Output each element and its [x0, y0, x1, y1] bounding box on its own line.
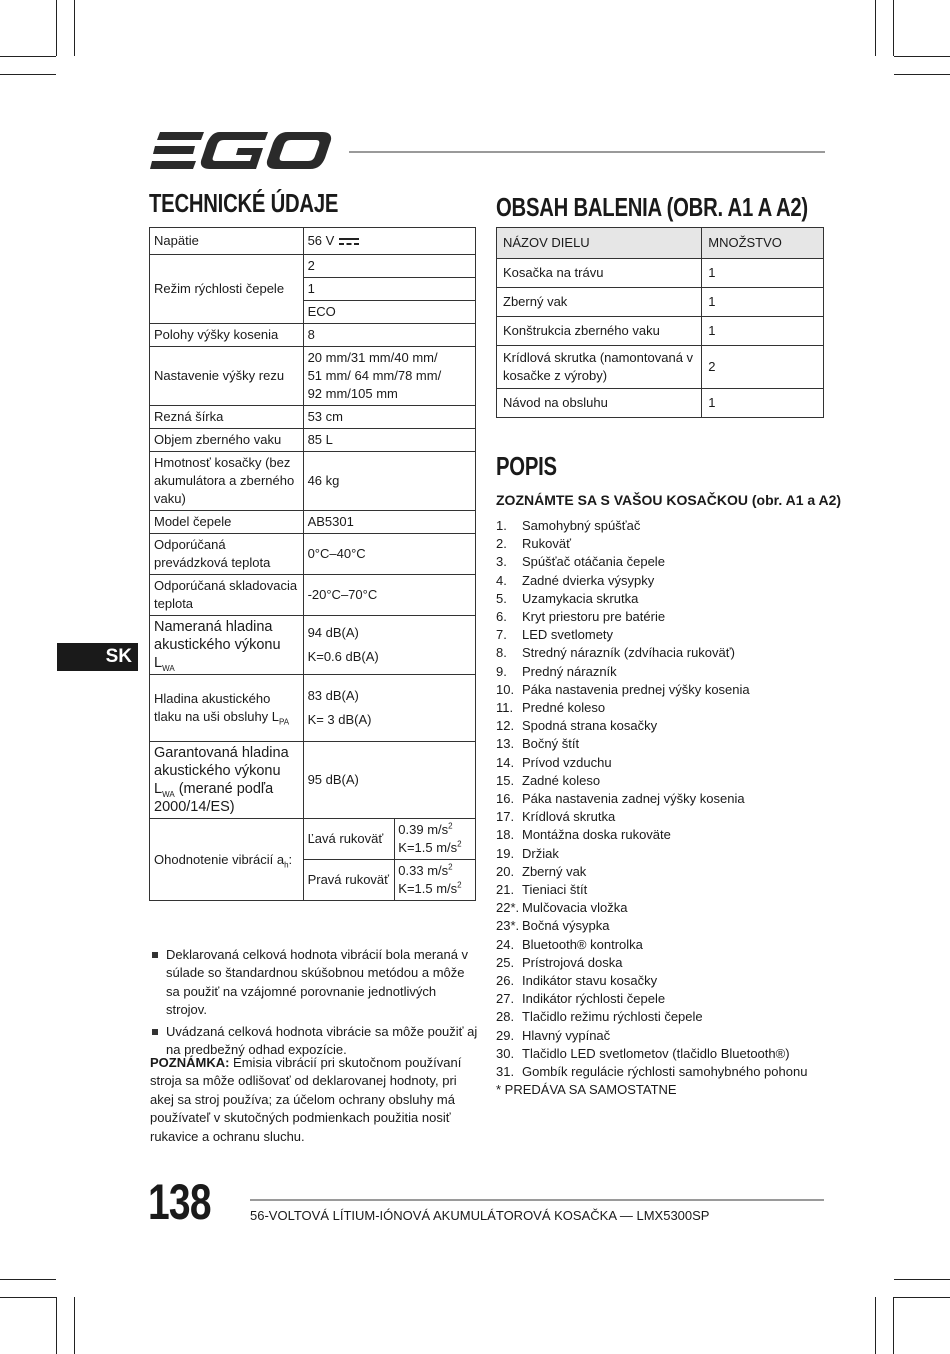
part-number: 29.: [496, 1027, 515, 1043]
part-number: 31.: [496, 1064, 515, 1080]
description-title: POPIS: [496, 451, 557, 481]
part-label: Páka nastavenia prednej výšky kosenia: [522, 681, 750, 697]
part-number: 10.: [496, 681, 515, 697]
spec-value: Pravá rukoväť: [303, 860, 395, 901]
part-label: Predné koleso: [522, 700, 606, 716]
list-item: [496, 990, 807, 1008]
spec-value: 8: [303, 324, 475, 347]
part-number: 28.: [496, 1009, 515, 1025]
part-number: 18.: [496, 827, 515, 843]
part-label: Krídlová skrutka: [522, 809, 616, 825]
part-label: Spodná strana kosačky: [522, 718, 658, 734]
table-row: [150, 819, 476, 860]
spec-value: AB5301: [303, 511, 475, 534]
table-row: [150, 452, 476, 511]
table-row: [150, 616, 476, 675]
note-text: Emisia vibrácií pri skutočnom používaní stroja sa môže odlišovať od deklarovanej hodnoty, pri akej sa stroj používa; za účelom ochrany obsluhy má používateľ v skutočných podmienkach použitia nosiť rukavice a ochranu sluchu.: [150, 1055, 462, 1144]
crop-mark: [875, 1297, 876, 1354]
part-label: Zadné dvierka výsypky: [522, 572, 655, 588]
spec-value: 85 L: [303, 429, 475, 452]
list-item: [496, 553, 807, 571]
list-item: [496, 699, 807, 717]
list-item: [496, 1063, 807, 1081]
list-item: [496, 535, 807, 553]
spec-value-line: K=0.6 dB(A): [307, 649, 379, 664]
spec-value: 2: [303, 255, 475, 278]
table-cell: Krídlová skrutka (namontovaná v kosačke z výroby): [497, 346, 702, 389]
part-label: Bočná výsypka: [522, 918, 610, 934]
part-label: Kryt priestoru pre batérie: [522, 609, 666, 625]
table-row: [497, 259, 824, 288]
part-number: 20.: [496, 863, 515, 879]
part-label: Zberný vak: [522, 863, 587, 879]
crop-mark: [0, 1297, 56, 1298]
part-number: 9.: [496, 663, 507, 679]
spec-label: Odporúčaná skladovacia teplota: [150, 575, 304, 616]
part-number: 2.: [496, 536, 507, 552]
part-number: 17.: [496, 809, 515, 825]
table-cell: 1: [702, 288, 824, 317]
table-row: [150, 575, 476, 616]
part-number: 8.: [496, 645, 507, 661]
list-item: [496, 663, 807, 681]
crop-mark: [894, 56, 950, 57]
spec-label: Napätie: [150, 228, 304, 255]
table-row: [150, 406, 476, 429]
part-label: Tlačidlo režimu rýchlosti čepele: [522, 1009, 703, 1025]
part-number: 13.: [496, 736, 515, 752]
crop-mark: [893, 0, 894, 56]
crop-mark: [56, 0, 57, 56]
spec-value: Ľavá rukoväť: [303, 819, 395, 860]
list-item: [496, 808, 807, 826]
table-row: [150, 347, 476, 406]
part-number: 3.: [496, 554, 507, 570]
spec-value: [303, 675, 475, 742]
part-label: Tlačidlo LED svetlometov (tlačidlo Bluetooth®): [522, 1045, 790, 1061]
list-item: [496, 845, 807, 863]
part-label: Indikátor stavu kosačky: [522, 973, 658, 989]
spec-value: [303, 347, 475, 406]
table-row: [150, 511, 476, 534]
list-item: [496, 735, 807, 753]
table-row: [150, 429, 476, 452]
list-item: [496, 626, 807, 644]
bullet-square-icon: [152, 1029, 158, 1035]
table-row: [497, 346, 824, 389]
column-header: MNOŽSTVO: [702, 228, 824, 259]
spec-value-line: 92 mm/105 mm: [307, 386, 398, 401]
table-row: [497, 288, 824, 317]
list-item: [496, 644, 807, 662]
table-cell: Kosačka na trávu: [497, 259, 702, 288]
list-item: [496, 754, 807, 772]
table-row: [497, 317, 824, 346]
part-label: Hlavný vypínač: [522, 1027, 611, 1043]
technical-data-title: TECHNICKÉ ÚDAJE: [149, 188, 339, 218]
crop-mark: [875, 0, 876, 56]
header-rule: [349, 151, 825, 153]
table-cell: 1: [702, 317, 824, 346]
part-label: Montážna doska rukoväte: [522, 827, 671, 843]
table-row: [497, 389, 824, 418]
footnote: * PREDÁVA SA SAMOSTATNE: [496, 1082, 677, 1098]
spec-value: 46 kg: [303, 452, 475, 511]
language-tab: SK: [57, 643, 138, 671]
part-label: Bočný štít: [522, 736, 580, 752]
part-label: Stredný nárazník (zdvíhacia rukoväť): [522, 645, 735, 661]
table-row: [150, 255, 476, 278]
part-number: 1.: [496, 518, 507, 533]
spec-value-line: 94 dB(A): [307, 625, 359, 640]
list-item: [496, 517, 807, 535]
description-subheading: ZOZNÁMTE SA S VAŠOU KOSAČKOU (obr. A1 a A2): [496, 492, 842, 508]
spec-value: 0°C–40°C: [303, 534, 475, 575]
part-label: Indikátor rýchlosti čepele: [522, 991, 666, 1007]
crop-mark: [56, 1297, 57, 1354]
table-cell: Konštrukcia zberného vaku: [497, 317, 702, 346]
spec-value-line: 83 dB(A): [307, 688, 359, 703]
spec-label: Nameraná hladina akustického výkonu $L_{WA}$: [150, 616, 304, 675]
part-label: Bluetooth® kontrolka: [522, 936, 643, 952]
part-label: Gombík regulácie rýchlosti samohybného pohonu: [522, 1064, 808, 1080]
spec-value: 95 dB(A): [303, 742, 475, 819]
table-row: [150, 228, 476, 255]
part-number: 19.: [496, 845, 515, 861]
list-item: [496, 1008, 807, 1026]
table-cell: Zberný vak: [497, 288, 702, 317]
crop-mark: [894, 1297, 950, 1298]
table-row: [150, 742, 476, 819]
crop-mark: [0, 1279, 56, 1280]
part-label: Zadné koleso: [522, 772, 601, 788]
crop-mark: [893, 1297, 894, 1354]
crop-mark: [894, 1279, 950, 1280]
spec-value: 0.39 $m/s^2$ K=1.5 $m/s^2$: [395, 819, 476, 860]
part-number: 5.: [496, 590, 507, 606]
parts-list: [496, 517, 807, 1100]
part-number: 4.: [496, 572, 507, 588]
crop-mark: [74, 1297, 75, 1354]
contents-table: [496, 227, 824, 418]
spec-table: [149, 227, 476, 901]
part-number: 6.: [496, 609, 507, 625]
table-cell: 1: [702, 389, 824, 418]
spec-label: Ohodnotenie vibrácií $a_h$:: [150, 819, 304, 901]
spec-value: 1: [303, 278, 475, 301]
list-item: [496, 717, 807, 735]
bullet-square-icon: [152, 952, 158, 958]
part-number: 11.: [496, 700, 514, 716]
list-item: [496, 826, 807, 844]
part-number: 24.: [496, 936, 515, 952]
part-number: 22*.: [496, 900, 520, 916]
spec-value-line: 20 mm/31 mm/40 mm/: [307, 350, 438, 365]
list-item: [496, 681, 807, 699]
table-header-row: [497, 228, 824, 259]
spec-value: -20°C–70°C: [303, 575, 475, 616]
spec-value-line: 51 mm/ 64 mm/78 mm/: [307, 368, 442, 383]
part-label: Páka nastavenia zadnej výšky kosenia: [522, 791, 745, 807]
list-item: [496, 954, 807, 972]
spec-label: Hmotnosť kosačky (bez akumulátora a zberného vaku): [150, 452, 304, 511]
spec-label: Objem zberného vaku: [150, 429, 304, 452]
crop-mark: [74, 0, 75, 56]
footer-title: 56-VOLTOVÁ LÍTIUM-IÓNOVÁ AKUMULÁTOROVÁ KOSAČKA — LMX5300SP: [250, 1208, 710, 1223]
part-number: 7.: [496, 627, 507, 643]
list-item: [496, 608, 807, 626]
spec-value: 0.33 $m/s^2$ K=1.5 $m/s^2$: [395, 860, 476, 901]
part-number: 12.: [496, 718, 515, 734]
list-item: [496, 863, 807, 881]
table-cell: Návod na obsluhu: [497, 389, 702, 418]
spec-label: Hladina akustického tlaku na uši obsluhy $L_{PA}$: [150, 675, 304, 742]
note-paragraph: [150, 1054, 480, 1146]
ego-logo: [150, 130, 332, 172]
part-label: Prívod vzduchu: [522, 754, 612, 770]
spec-label: Model čepele: [150, 511, 304, 534]
part-label: LED svetlomety: [522, 627, 614, 643]
spec-value: 53 cm: [303, 406, 475, 429]
part-number: 16.: [496, 791, 515, 807]
spec-label: Garantovaná hladina akustického výkonu $L_{WA}$ (merané podľa 2000/14/ES): [150, 742, 304, 819]
part-label: Spúšťač otáčania čepele: [522, 554, 665, 570]
part-number: 21.: [496, 882, 515, 898]
part-label: Rukoväť: [522, 536, 571, 552]
table-row: [150, 324, 476, 347]
list-item: [496, 1027, 807, 1045]
bullet-list: [150, 946, 480, 1062]
table-row: [150, 675, 476, 742]
column-header: NÁZOV DIELU: [497, 228, 702, 259]
part-number: 27.: [496, 991, 515, 1007]
list-item: [496, 790, 807, 808]
list-item: [496, 917, 807, 935]
spec-label: Rezná šírka: [150, 406, 304, 429]
dc-symbol-icon: [338, 237, 360, 247]
spec-label: Režim rýchlosti čepele: [150, 255, 304, 324]
note-label: POZNÁMKA:: [150, 1055, 230, 1070]
part-number: 26.: [496, 973, 515, 989]
part-label: Držiak: [522, 845, 559, 861]
table-cell: 1: [702, 259, 824, 288]
list-item: [496, 590, 807, 608]
spec-label: Nastavenie výšky rezu: [150, 347, 304, 406]
part-label: Uzamykacia skrutka: [522, 590, 639, 606]
spec-value: 56 V: [303, 228, 475, 255]
part-number: 25.: [496, 954, 515, 970]
spec-label: Polohy výšky kosenia: [150, 324, 304, 347]
table-row: [150, 534, 476, 575]
spec-value: [303, 616, 475, 675]
part-number: 14.: [496, 754, 515, 770]
part-label: Predný nárazník: [522, 663, 617, 679]
footer-rule: [250, 1199, 824, 1201]
crop-mark: [0, 74, 56, 75]
part-number: 15.: [496, 772, 515, 788]
package-contents-title: OBSAH BALENIA (OBR. A1 A A2): [496, 192, 808, 222]
spec-value: ECO: [303, 301, 475, 324]
spec-label: Odporúčaná prevádzková teplota: [150, 534, 304, 575]
list-item: [496, 936, 807, 954]
list-item: [496, 899, 807, 917]
part-label: Samohybný spúšťač: [522, 518, 641, 533]
part-number: 23*.: [496, 918, 520, 934]
list-item: Uvádzaná celková hodnota vibrácie sa môže použiť aj na predbežný odhad expozície.: [150, 1023, 480, 1060]
list-item: [496, 772, 807, 790]
spec-value-line: K= 3 dB(A): [307, 712, 372, 727]
list-item: [496, 972, 807, 990]
crop-mark: [0, 56, 56, 57]
part-label: Tieniaci štít: [522, 882, 588, 898]
list-item: [496, 881, 807, 899]
crop-mark: [894, 74, 950, 75]
page-number: 138: [148, 1174, 211, 1230]
list-item: [496, 1045, 807, 1063]
table-cell: 2: [702, 346, 824, 389]
part-label: Mulčovacia vložka: [522, 900, 628, 916]
list-item: Deklarovaná celková hodnota vibrácií bola meraná v súlade so štandardnou skúšobnou metódou a môže sa použiť na vzájomné porovnanie jednotlivých strojov.: [150, 946, 480, 1020]
list-item: [496, 572, 807, 590]
part-label: Prístrojová doska: [522, 954, 623, 970]
part-number: 30.: [496, 1045, 515, 1061]
